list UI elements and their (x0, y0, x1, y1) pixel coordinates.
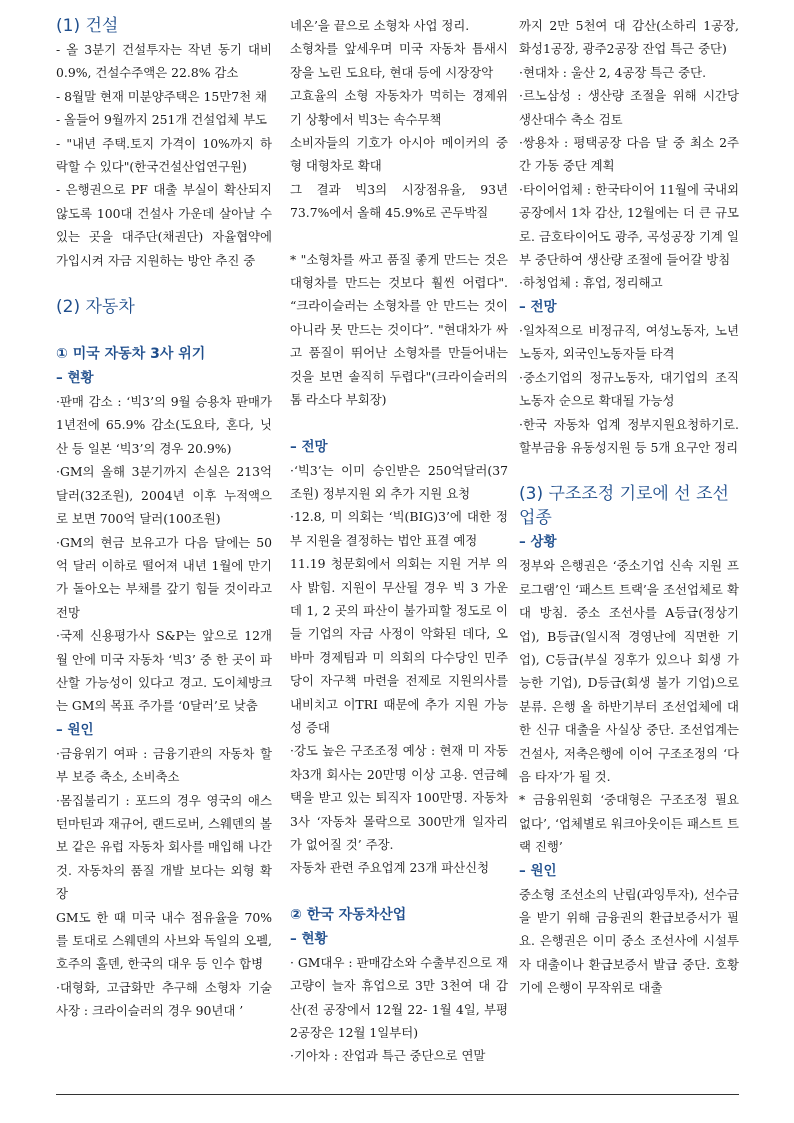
column-left (56, 14, 272, 1023)
sub-heading: – 현황 (290, 930, 328, 947)
sub-heading: – 현황 (56, 370, 94, 387)
section-heading: (3) 구조조정 기로에 선 조선업종 (519, 484, 729, 529)
paragraph: 중소형 조선소의 난립(과잉투자), 선수금을 받기 위해 금융권의 환급보증서가 필요. 은행권은 이미 중소 조선사에 시설투자 대출이나 환급보증서 발급 중단. 호황기에 은행이 무작위로 대출 (519, 886, 739, 996)
section-heading: (2) 자동차 (56, 297, 135, 318)
list-item: ·GM의 올해 3분기까지 손실은 213억 달러(32조원), 2004년 이후 누적액으로 보면 700억 달러(100조원) (56, 464, 272, 527)
spacer (290, 412, 508, 435)
list-item: ·한국 자동차 업계 정부지원요청하기로. 할부금융 유동성지원 등 5개 요구안 정리 (519, 416, 739, 455)
sub-heading: – 상황 (519, 534, 557, 551)
paragraph: 자동차 관련 주요업계 23개 파산신청 (290, 860, 490, 876)
paragraph: 그 결과 빅3의 시장점유율, 93년 73.7%에서 올해 45.9%로 곤두박질 (290, 181, 508, 221)
column-right (519, 14, 739, 1000)
spacer (519, 459, 739, 482)
list-item: ·하청업체 : 휴업, 정리해고 (519, 275, 663, 291)
paragraph: * 금융위원회 ‘중대형은 구조조정 필요 없다’, ‘업체별로 워크아웃이든 패스트 트랙 진행’ (519, 792, 739, 855)
section-heading: (1) 건설 (56, 16, 119, 36)
subsection-heading: ① 미국 자동차 3사 위기 (56, 346, 206, 363)
list-item: ·대형화, 고급화만 추구해 소형차 기술 사장 : 크라이슬러의 경우 90년대 ’ (56, 979, 272, 1019)
list-item: - "내년 주택.토지 가격이 10%까지 하락할 수 있다"(한국건설산업연구원) (56, 135, 272, 175)
sub-heading: – 원인 (519, 862, 557, 879)
paragraph: 고효율의 소형 자동차가 먹히는 경제위기 상황에서 빅3는 속수무책 (290, 88, 508, 127)
sub-heading: – 전망 (519, 298, 557, 315)
paragraph: 까지 2만 5천여 대 감산(소하리 1공장, 화성1공장, 광주2공장 잔업 특근 중단) (519, 18, 739, 57)
bottom-rule (56, 1094, 739, 1095)
subsection-heading: ② 한국 자동차산업 (290, 906, 407, 923)
paragraph: 네온’을 끝으로 소형차 사업 정리. (290, 18, 470, 33)
paragraph: 정부와 은행권은 ‘중소기업 신속 지원 프로그램’인 ‘패스트 트랙’을 조선업체로 확대 방침. 중소 조선사를 A등급(정상기업), B등급(일시적 경영난에 직면한 기업), C등급(부실 징후가 있으나 회생 가능한 기업), D등급(회생 불가 기업)으로 분류. 은행 올 하반기부터 조선업체에 대한 신규 대출을 사실상 중단. 조선업계는 건설사, 저축은행에 이어 구조조정의 ‘다음 타자’가 될 것. (519, 558, 739, 784)
list-item: ·강도 높은 구조조정 예상 : 현재 미 자동차3개 회사는 20만명 이상 고용. 연금혜택을 받고 있는 퇴직자 100만명. 자동차3사 ‘자동차 몰락으로 300만개 일자리가 없어질 것’ 주장. (290, 743, 508, 852)
list-item: · GM대우 : 판매감소와 수출부진으로 재고량이 늘자 휴업으로 3만 3천여 대 감산(전 공장에서 12월 22- 1월 4일, 부평 2공장은 12월 1일부터) (290, 954, 508, 1041)
list-item: ·타이어업체 : 한국타이어 11월에 국내외 공장에서 1차 감산, 12월에는 더 큰 규모로. 금호타이어도 광주, 곡성공장 기계 일부 중단하여 생산량 조절에 들어갈 방침 (519, 181, 739, 268)
list-item: - 올 3분기 건설투자는 작년 동기 대비 0.9%, 건설수주액은 22.8% 감소 (56, 42, 272, 81)
list-item: ·현대차 : 울산 2, 4공장 특근 중단. (519, 64, 707, 80)
list-item: - 올들어 9월까지 251개 건설업체 부도 (56, 112, 268, 128)
column-middle (290, 14, 508, 1068)
list-item: ·일차적으로 비정규직, 여성노동자, 노년노동자, 외국인노동자들 타격 (519, 322, 739, 362)
list-item: ·쌍용차 : 평택공장 다음 달 중 최소 2주간 가동 중단 계획 (519, 135, 739, 174)
sub-heading: – 전망 (290, 438, 328, 455)
list-item: ·중소기업의 정규노동자, 대기업의 조직노동자 순으로 확대될 가능성 (519, 369, 739, 409)
list-item: ·기아차 : 잔업과 특근 중단으로 연말 (290, 1048, 486, 1064)
list-item: ·판매 감소 : ‘빅3’의 9월 승용차 판매가 1년전에 65.9% 감소(도요타, 혼다, 닛산 등 일본 ‘빅3’의 경우 20.9%) (56, 394, 272, 456)
spacer (290, 225, 508, 248)
list-item: ·‘빅3’는 이미 승인받은 250억달러(37조원) 정부지원 외 추가 지원 요청 (290, 462, 508, 501)
list-item: ·금융위기 여파 : 금융기관의 자동차 할부 보증 축소, 소비축소 (56, 745, 272, 785)
list-item: ·12.8, 미 의회는 ‘빅(BIG)3’에 대한 정부 지원을 결정하는 법안 표결 예정 (290, 509, 508, 548)
list-item: - 8월말 현재 미분양주택은 15만7천 채 (56, 88, 268, 104)
paragraph: 소형차를 앞세우며 미국 자동차 틈새시장을 노린 도요타, 현대 등에 시장장악 (290, 41, 508, 80)
list-item: - 은행권으로 PF 대출 부실이 확산되지 않도록 100대 건설사 가운데 살아날 수 있는 곳을 대주단(채권단) 자율협약에 가입시켜 자금 지원하는 방안 추진 중 (56, 182, 272, 268)
paragraph: GM도 한 때 미국 내수 점유율을 70%를 토대로 스웨덴의 사브와 독일의 오펠, 호주의 홀덴, 한국의 대우 등 인수 합병 (56, 909, 272, 972)
paragraph: * "소형차를 싸고 품질 좋게 만드는 것은 대형차를 만드는 것보다 훨씬 어렵다". “크라이슬러는 소형차를 안 만드는 것이 아니라 못 만드는 것이다”. "현대차가 싸고 품질이 뛰어난 소형차를 만들어내는 것을 보면 솔직히 두렵다"(크라이슬러의 톰 라소다 부회장) (290, 251, 508, 408)
spacer (56, 319, 272, 342)
list-item: ·국제 신용평가사 S&P는 앞으로 12개월 안에 미국 자동차 ‘빅3’ 중 한 곳이 파산할 가능성이 있다고 경고. 도이체방크는 GM의 목표 주가를 ‘0달러’로 낮춤 (56, 628, 272, 714)
paragraph: 소비자들의 기호가 아시아 메이커의 중형 대형차로 확대 (290, 135, 508, 174)
list-item: ·GM의 현금 보유고가 다음 달에는 50억 달러 이하로 떨어져 내년 1월에 만기가 돌아오는 부채를 갚기 힘들 것이라고 전망 (56, 534, 272, 620)
list-item: ·르노삼성 : 생산량 조절을 위해 시간당 생산대수 축소 검토 (519, 88, 739, 127)
spacer (290, 880, 508, 903)
list-item: ·몸집불리기 : 포드의 경우 영국의 애스턴마틴과 재규어, 랜드로버, 스웨덴의 볼보 같은 유럽 자동차 회사를 매입해 나간 것. 자동차의 품질 개발 보다는 외형 확장 (56, 792, 272, 902)
spacer (56, 272, 272, 295)
sub-heading: – 원인 (56, 721, 94, 738)
paragraph: 11.19 청문회에서 의회는 지원 거부 의사 밝힘. 지원이 무산될 경우 빅 3 가운데 1, 2 곳의 파산이 불가피할 정도로 이들 기업의 자금 사정이 악화된 데다, 오바마 경제팀과 미 의회의 다수당인 민주당이 자구책 마련을 전제로 지원의사를 내비치고 이TRI 때문에 추가 지원 가능성 증대 (290, 556, 508, 735)
